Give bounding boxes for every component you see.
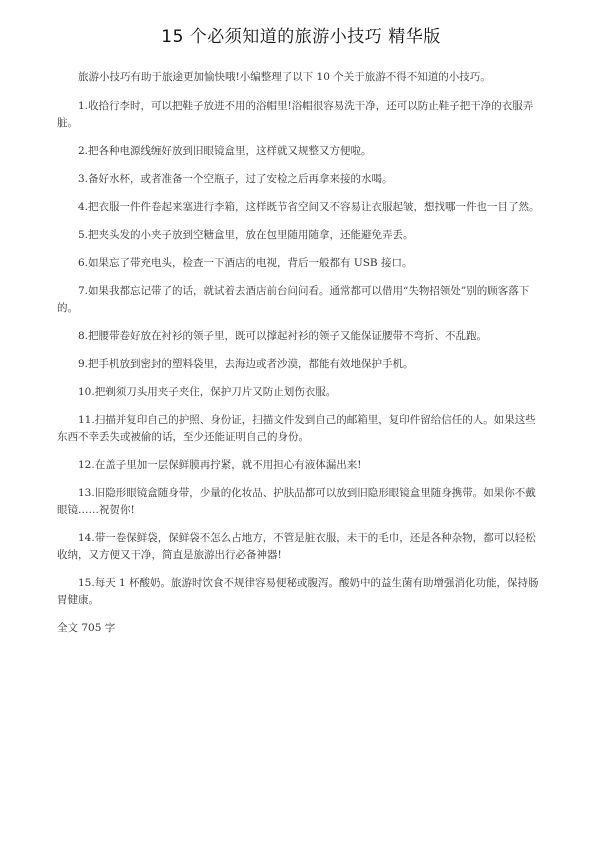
tip-paragraph-10: 10.把剃须刀头用夹子夹住，保护刀片又防止划伤衣服。	[78, 386, 337, 398]
word-count: 全文 705 字	[57, 622, 116, 634]
tip-paragraph-4: 4.把衣服一件件卷起来塞进行李箱，这样既节省空间又不容易让衣服起皱，想找哪一件也一目了然。	[78, 201, 540, 213]
tip-paragraph-2: 2.把各种电源线缠好放到旧眼镜盒里，这样就又规整又方便啦。	[78, 145, 372, 157]
tip-paragraph-1: 1.收拾行李时，可以把鞋子放进不用的浴帽里!浴帽很容易洗干净，还可以防止鞋子把干净的衣服弄脏。	[57, 100, 534, 129]
tip-paragraph-12: 12.在盖子里加一层保鲜膜再拧紧，就不用担心有液体漏出来!	[78, 459, 362, 471]
tip-paragraph-14: 14.带一卷保鲜袋，保鲜袋不怎么占地方，不管是脏衣服，未干的毛巾，还是各种杂物，都可以轻松收纳，又方便又干净，简直是旅游出行必备神器!	[57, 532, 536, 561]
intro-paragraph: 旅游小技巧有助于旅途更加愉快哦!小编整理了以下 10 个关于旅游不得不知道的小技巧。	[78, 71, 491, 83]
tip-paragraph-11: 11.扫描并复印自己的护照、身份证，扫描文件发到自己的邮箱里，复印件留给信任的人。如果这些东西不幸丢失或被偷的话，至少还能证明自己的身份。	[57, 414, 536, 443]
tip-paragraph-13: 13.旧隐形眼镜盒随身带，少量的化妆品、护肤品都可以放到旧隐形眼镜盒里随身携带。如果你不戴眼镜……祝贺你!	[57, 487, 536, 516]
tip-paragraph-7: 7.如果我都忘记带了的话，就试着去酒店前台问问看。通常都可以借用“失物招领处”别的顾客落下的。	[57, 285, 530, 314]
tip-paragraph-8: 8.把腰带卷好放在衬衫的领子里，既可以撑起衬衫的领子又能保证腰带不弯折、不乱跑。	[78, 330, 488, 342]
tip-paragraph-9: 9.把手机放到密封的塑料袋里，去海边或者沙漠，都能有效地保护手机。	[78, 358, 414, 370]
tip-paragraph-3: 3.备好水杯，或者准备一个空瓶子，过了安检之后再拿来接的水喝。	[78, 173, 393, 185]
tip-paragraph-5: 5.把夹头发的小夹子放到空糖盒里，放在包里随用随拿，还能避免弄丢。	[78, 229, 414, 241]
tip-paragraph-15: 15.每天 1 杯酸奶。旅游时饮食不规律容易便秘或腹泻。酸奶中的益生菌有助增强消化功能，保持肠胃健康。	[57, 577, 539, 606]
tip-paragraph-6: 6.如果忘了带充电头，检查一下酒店的电视，背后一般都有 USB 接口。	[78, 257, 413, 269]
document-title: 15 个必须知道的旅游小技巧 精华版	[161, 27, 441, 47]
